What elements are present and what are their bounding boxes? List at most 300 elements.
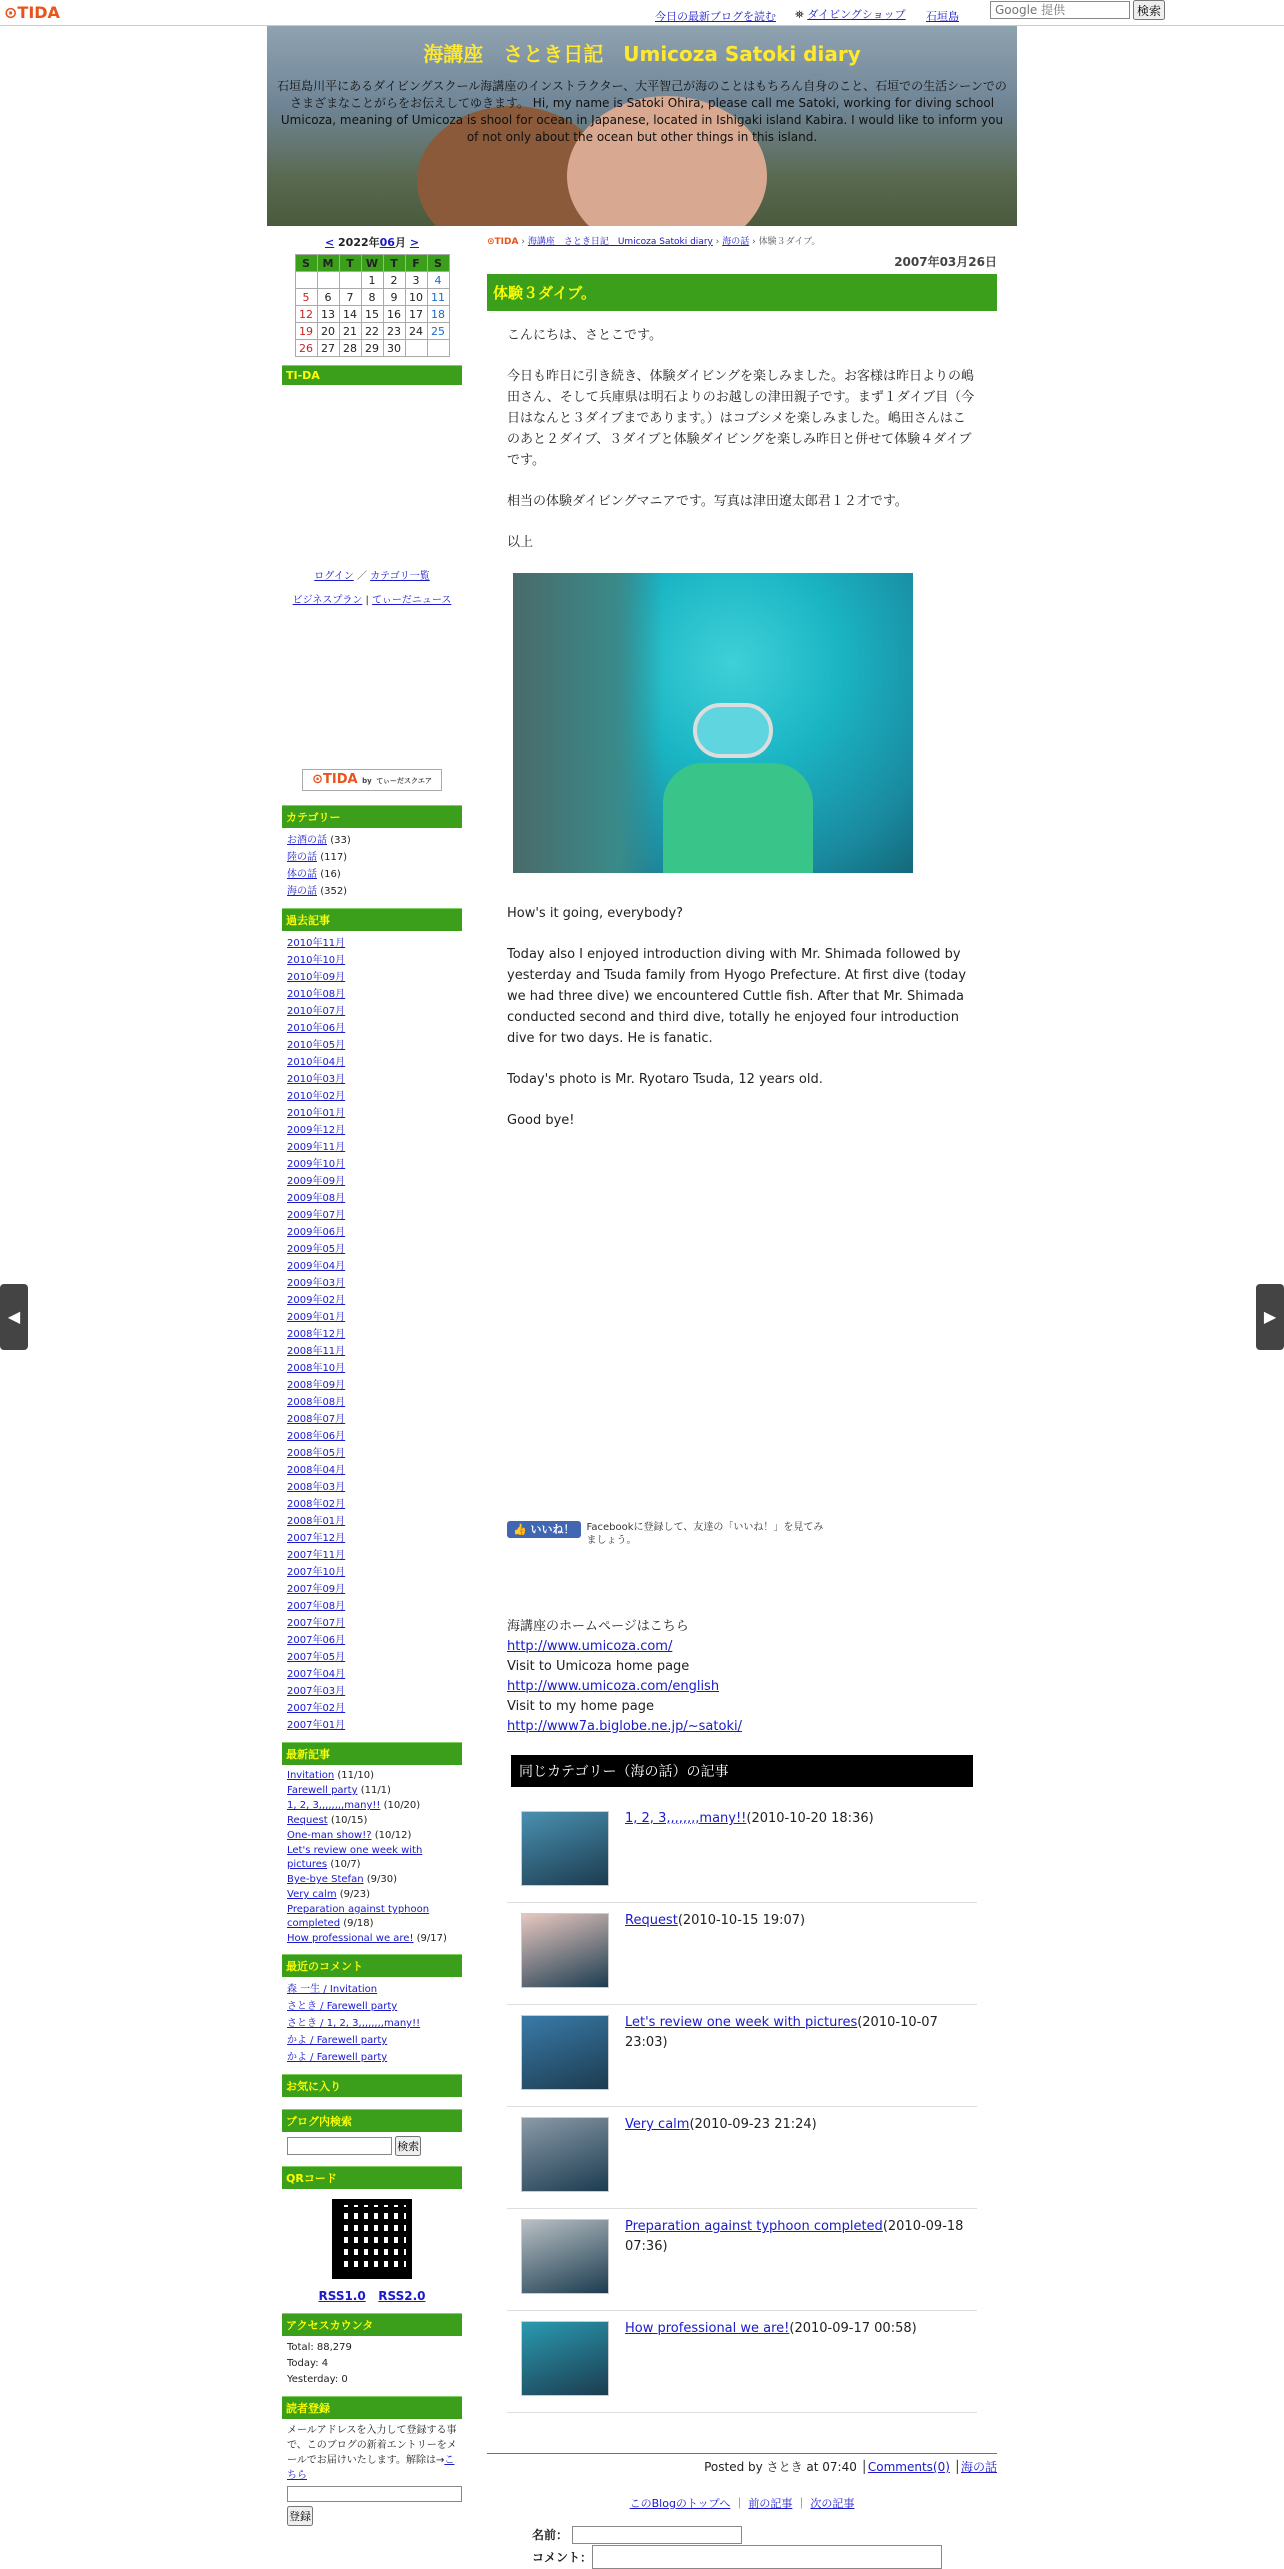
archive-month-link[interactable]: 2010年06月 [287,1023,346,1034]
category-link[interactable]: 海の話 [287,886,317,897]
right-arrow-icon: ▶ [1263,1307,1277,1326]
archive-month-link[interactable]: 2009年04月 [287,1261,346,1272]
post-category-link[interactable]: 海の話 [960,2460,997,2474]
homepage-link-row [507,1697,977,1717]
tida-ad-spacer [282,609,462,769]
post-paragraph: 相当の体験ダイビングマニアです。写真は津田遼太郎君１２才です。 [507,494,908,509]
list-item [287,1547,462,1564]
related-post-thumbnail[interactable] [521,2117,609,2192]
recent-post-date: (9/30) [366,1874,397,1885]
list-item [287,1003,462,1020]
favorites-spacer [282,2101,462,2109]
recent-comment-link[interactable]: さとき / Farewell party [287,2001,398,2012]
blog-search-form [282,2136,462,2156]
list-item [287,1683,462,1700]
list-item [287,1054,462,1071]
related-post-thumbnail[interactable] [521,1913,609,1988]
tida-logo-mark: ⊙ [4,3,18,22]
homepage-link-row [507,1617,977,1637]
calendar-day: 30 [383,340,405,357]
archive-month-link[interactable]: 2010年02月 [287,1091,346,1102]
recent-post-date: (11/10) [337,1770,374,1781]
list-item [287,1122,462,1139]
list-item [287,1275,462,1292]
list-item [287,1903,462,1931]
counter-yesterday: Yesterday: 0 [287,2374,348,2385]
archive-month-link[interactable]: 2010年07月 [287,1006,346,1017]
category-link[interactable]: お酒の話 [287,835,327,846]
archive-month-link[interactable]: 2007年03月 [287,1686,346,1697]
recent-post-link[interactable]: Very calm [287,1889,337,1900]
prev-arrow-button[interactable] [0,1284,28,1350]
calendar-header-day: M [317,255,339,272]
archive-month-link[interactable]: 2007年08月 [287,1601,346,1612]
archive-month-link[interactable]: 2008年08月 [287,1397,346,1408]
calendar-day: 12 [295,306,317,323]
counter-today: Today: 4 [287,2358,329,2369]
calendar-nav [282,234,462,250]
list-item [287,1784,462,1798]
comment-name-row [532,2525,997,2545]
unsubscribe-link[interactable]: こちら [287,2455,455,2481]
category-count: (33) [330,835,351,846]
calendar-day: 4 [427,272,449,289]
related-post-item [507,2209,977,2311]
list-item [287,986,462,1003]
recent-post-date: (11/1) [360,1785,391,1796]
comment-form [532,2525,997,2569]
calendar-prev-link[interactable]: < [324,236,335,249]
archive-month-link[interactable]: 2008年11月 [287,1346,346,1357]
list-item [287,1981,462,1998]
archive-month-link[interactable]: 2010年03月 [287,1074,346,1085]
list-item [287,1462,462,1479]
breadcrumb-logo-text: TIDA [494,237,519,247]
archive-month-link[interactable]: 2010年01月 [287,1108,346,1119]
rss-links [282,2289,462,2303]
post-paragraph: Today also I enjoyed introduction diving with Mr. Shimada followed by yesterday and Tsuda family from Hyogo Prefecture. At first dive (today we had three dive) we encountered Cuttle fish. After that Mr. Shimada conducted second and third dive, totally he enjoyed four introduction dive for two days. He is fanatic. [507,947,967,1046]
ishigaki-link[interactable]: 石垣島 [926,10,959,23]
calendar-day: 20 [317,323,339,340]
latest-blogs-link[interactable]: 今日の最新ブログを読む [655,10,776,23]
archive-month-link[interactable]: 2008年07月 [287,1414,346,1425]
related-post-thumbnail[interactable] [521,2219,609,2294]
recent-post-link[interactable]: Bye-bye Stefan [287,1874,364,1885]
diving-shop-link[interactable]: ダイビングショップ [807,8,906,21]
recent-post-link[interactable]: Let's review one week with pictures [287,1845,423,1870]
list-item [287,1496,462,1513]
login-link[interactable]: ログイン [314,571,354,582]
calendar-day: 10 [405,289,427,306]
calendar-header-day: T [339,255,361,272]
photo-coral [513,573,663,873]
related-post-item [507,2005,977,2107]
category-list-link[interactable]: カテゴリ一覧 [370,571,430,582]
list-item [287,1105,462,1122]
archive-month-link[interactable]: 2007年12月 [287,1533,346,1544]
calendar-header-day: F [405,255,427,272]
breadcrumb-category-link[interactable]: 海の話 [722,237,750,247]
subscribe-email-input[interactable] [287,2486,462,2502]
tida-logo-text: TIDA [17,3,60,22]
facebook-like-text: Facebookに登録して、友達の「いいね！」を見てみましょう。 [586,1522,824,1546]
calendar-day: 15 [361,306,383,323]
calendar-day [339,272,361,289]
calendar-day: 14 [339,306,361,323]
archive-month-link[interactable]: 2008年10月 [287,1363,346,1374]
list-item [287,1615,462,1632]
qr-heading: QRコード [282,2166,462,2189]
post-paragraph: 今日も昨日に引き続き、体験ダイビングを楽しみました。お客様は昨日よりの嶋田さん、そして兵庫県は明石よりのお越しの津田親子です。まず１ダイブ目（今日はなんと３ダイブまであります。）はコブシメを楽しみました。嶋田さんはこのあと２ダイブ、３ダイブと体験ダイビングを楽しみ昨日と併せて体験４ダイブです。 [507,369,975,468]
list-item [287,1632,462,1649]
homepage-url-link[interactable]: http://www.umicoza.com/ [507,1639,673,1654]
recent-post-link[interactable]: How professional we are! [287,1933,414,1944]
calendar-week [295,340,449,357]
blog-search-input[interactable] [287,2137,392,2155]
business-plan-link[interactable]: ビジネスプラン [292,595,363,606]
calendar-day: 24 [405,323,427,340]
related-post-thumbnail[interactable] [521,1811,609,1886]
list-item [287,1088,462,1105]
category-link[interactable]: 体の話 [287,869,317,880]
category-count: (352) [320,886,348,897]
calendar-day: 6 [317,289,339,306]
tida-badge-by: by [362,777,372,785]
recent-post-date: (10/12) [374,1830,412,1841]
archive-month-link[interactable]: 2008年04月 [287,1465,346,1476]
related-post-thumbnail[interactable] [521,2015,609,2090]
list-item [287,883,462,900]
post-paragraph: Good bye! [507,1113,575,1128]
rss1-link[interactable]: RSS1.0 [318,2289,366,2303]
archive-month-link[interactable]: 2007年02月 [287,1703,346,1714]
photo-diver-mask [693,703,773,758]
list-item [287,1207,462,1224]
archive-month-link[interactable]: 2010年09月 [287,972,346,983]
list-item [287,969,462,986]
tida-logo[interactable] [4,3,60,22]
top-bar [0,0,1284,26]
list-item [287,1814,462,1828]
comment-body-row [532,2545,997,2569]
list-item [287,1649,462,1666]
breadcrumb-logo[interactable]: ⊙TIDA [487,237,519,247]
calendar-day: 9 [383,289,405,306]
list-item [287,2049,462,2066]
calendar-day: 1 [361,272,383,289]
related-post-text [625,1911,975,1931]
next-post-link[interactable]: 次の記事 [810,2497,855,2510]
archive-month-link[interactable]: 2009年02月 [287,1295,346,1306]
calendar-day: 25 [427,323,449,340]
recent-post-link[interactable]: 1, 2, 3,,,,,,,,many!! [287,1800,381,1811]
list-item [287,2032,462,2049]
photo-diver-suit [663,763,813,873]
recent-post-date: (10/7) [330,1859,361,1870]
comment-name-label: 名前： [532,2528,569,2542]
recent-post-link[interactable]: Preparation against typhoon completed [287,1904,430,1929]
list-item [287,1411,462,1428]
list-item [287,1564,462,1581]
rss2-link[interactable]: RSS2.0 [378,2289,426,2303]
archive-month-link[interactable]: 2009年11月 [287,1142,346,1153]
calendar-day: 28 [339,340,361,357]
list-item [287,1190,462,1207]
blog-banner [267,26,1017,226]
blog-search-heading: ブログ内検索 [282,2109,462,2132]
recent-comment-link[interactable]: さとき / 1, 2, 3,,,,,,,,many!! [287,2018,421,2029]
homepage-link-row [507,1677,977,1697]
calendar-day: 16 [383,306,405,323]
list-item [287,1377,462,1394]
list-item [287,1343,462,1360]
calendar-day: 13 [317,306,339,323]
list-item [287,1513,462,1530]
recent-comment-link[interactable]: かよ / Farewell party [287,2035,388,2046]
facebook-like-button[interactable] [507,1521,581,1538]
calendar-week [295,323,449,340]
tida-news-link[interactable]: てぃーだニュース [372,595,452,606]
archive-month-link[interactable]: 2008年03月 [287,1482,346,1493]
archive-month-link[interactable]: 2007年07月 [287,1618,346,1629]
calendar-header-day: S [427,255,449,272]
facebook-like [487,1521,997,1547]
related-post-link[interactable]: Preparation against typhoon completed [625,2219,883,2234]
archive-month-link[interactable]: 2009年01月 [287,1312,346,1323]
related-post-link[interactable]: 1, 2, 3,,,,,,,,many!! [625,1811,747,1826]
tida-section-spacer [282,389,462,569]
list-item [287,1844,462,1872]
related-post-text [625,1809,975,1829]
calendar-day: 27 [317,340,339,357]
list-item [287,1428,462,1445]
homepage-links [487,1617,997,1737]
calendar-day [317,272,339,289]
related-post-link[interactable]: How professional we are! [625,2321,790,2336]
calendar-day [427,340,449,357]
archive-month-link[interactable]: 2009年07月 [287,1210,346,1221]
archive-month-link[interactable]: 2007年04月 [287,1669,346,1680]
archive-month-link[interactable]: 2008年12月 [287,1329,346,1340]
post-paragraph: こんにちは、さとこです。 [507,328,662,343]
facebook-like-label: いいね！ [530,1523,575,1536]
tida-badge[interactable] [302,769,442,791]
list-item [287,1258,462,1275]
calendar-day: 18 [427,306,449,323]
comment-body-input[interactable] [592,2545,942,2569]
recent-comment-link[interactable]: かよ / Farewell party [287,2052,388,2063]
tida-badge-sub: てぃーだスクエア [376,777,432,785]
access-counter-heading: アクセスカウンタ [282,2313,462,2336]
archive-month-link[interactable]: 2010年04月 [287,1057,346,1068]
nav-separator: ｜ [733,2497,745,2510]
list-item [287,1888,462,1902]
archive-month-link[interactable]: 2007年10月 [287,1567,346,1578]
list-item [287,1292,462,1309]
blog-search-button[interactable]: 検索 [395,2136,421,2156]
calendar-day: 23 [383,323,405,340]
post-footer: Posted by さとき at 07:40 │Comments(0) │海の話 [487,2453,997,2475]
calendar-day: 11 [427,289,449,306]
calendar-header-day: S [295,255,317,272]
comments-link[interactable]: Comments(0) [867,2460,950,2474]
archive-month-link[interactable]: 2010年11月 [287,938,346,949]
post-paragraph: 以上 [507,535,534,550]
breadcrumb-blog-link[interactable]: 海講座 さとき日記 Umicoza Satoki diary [527,237,713,247]
archive-list [282,935,462,1734]
comment-name-input[interactable] [572,2526,742,2544]
recent-comments-heading: 最近のコメント [282,1954,462,1977]
recent-post-link[interactable]: Farewell party [287,1785,358,1796]
recent-post-link[interactable]: One-man show!? [287,1830,372,1841]
archive-month-link[interactable]: 2009年08月 [287,1193,346,1204]
list-item [287,1479,462,1496]
list-item [287,1326,462,1343]
post-nav [487,2495,997,2511]
related-post-date: (2010-09-18 07:36) [625,2219,964,2254]
category-link[interactable]: 陸の話 [287,852,317,863]
homepage-link-caption: Visit to my home page [507,1699,654,1714]
list-item [287,1037,462,1054]
related-post-text [625,2319,975,2339]
post-spacer [487,1151,997,1521]
diving-shop-link-group [795,6,906,22]
list-item [287,1998,462,2015]
recent-post-link[interactable]: Request [287,1815,328,1826]
category-list [282,832,462,900]
calendar-day: 26 [295,340,317,357]
tida-badge-logo: TIDA [322,772,358,787]
blog-description: 石垣島川平にあるダイビングスクール海講座のインストラクター、大平智己が海のことはもちろん自身のこと、石垣での生活シーンでのさまざまなことがらをお伝えしてゆきます。 Hi, my name is Satoki Ohira, please call me Satoki, working for diving school Umicoza, meaning of Umicoza is shool for ocean in Japanese, located in Ishigaki island Kabira. I would like to inform you of not only about the ocean but other things in this island. [277,79,1007,144]
list-item [287,849,462,866]
homepage-link-caption: Visit to Umicoza home page [507,1659,690,1674]
archive-month-link[interactable]: 2007年06月 [287,1635,346,1646]
list-item [287,1700,462,1717]
list-item [287,1445,462,1462]
archive-month-link[interactable]: 2010年08月 [287,989,346,1000]
post-paragraph: Today's photo is Mr. Ryotaro Tsuda, 12 years old. [507,1072,823,1087]
list-item [287,1530,462,1547]
list-item [287,1071,462,1088]
list-item [287,1873,462,1887]
related-post-link[interactable]: Very calm [625,2117,690,2132]
counter-total: Total: 88,279 [287,2342,352,2353]
comment-body-label: コメント： [532,2550,593,2565]
archive-month-link[interactable]: 2008年05月 [287,1448,346,1459]
google-search-input[interactable] [990,1,1130,19]
tida-links-gap [282,585,462,593]
archive-month-link[interactable]: 2009年03月 [287,1278,346,1289]
shop-icon: ⛯ [795,8,804,21]
calendar-month-suffix: 月 [394,236,406,249]
related-post-link[interactable]: Let's review one week with pictures [625,2015,858,2030]
archive-month-link[interactable]: 2008年02月 [287,1499,346,1510]
list-item [287,952,462,969]
post-title: 体験３ダイブ。 [487,274,997,311]
list-item [287,1139,462,1156]
archive-month-link[interactable]: 2007年05月 [287,1652,346,1663]
breadcrumb-separator: › [521,237,525,247]
archive-month-link[interactable]: 2009年06月 [287,1227,346,1238]
archive-month-link[interactable]: 2009年10月 [287,1159,346,1170]
categories-heading: カテゴリー [282,805,462,828]
related-post-item [507,2107,977,2209]
calendar-day: 7 [339,289,361,306]
related-post-text [625,2013,975,2053]
list-item [287,1241,462,1258]
calendar-month-link[interactable]: 06 [379,236,395,249]
homepage-url-link[interactable]: http://www.umicoza.com/english [507,1679,720,1694]
related-post-date: (2010-09-23 21:24) [689,2117,817,2132]
blog-title[interactable]: 海講座 さとき日記 Umicoza Satoki diary [423,42,861,66]
list-item [287,1020,462,1037]
subscribe-text: メールアドレスを入力して登録する事で、このブログの新着エントリーをメールでお届けいたします。解除は→ [287,2425,457,2466]
archive-month-link[interactable]: 2009年05月 [287,1244,346,1255]
calendar-week [295,289,449,306]
calendar-day: 17 [405,306,427,323]
calendar-year: 2022年 [338,236,380,249]
recent-post-date: (9/18) [343,1918,374,1929]
archive-month-link[interactable]: 2007年11月 [287,1550,346,1561]
list-item [287,1394,462,1411]
archive-month-link[interactable]: 2008年09月 [287,1380,346,1391]
recent-comment-link[interactable]: 森 一生 / Invitation [287,1984,378,1995]
list-item [287,832,462,849]
recent-post-link[interactable]: Invitation [287,1770,335,1781]
archive-month-link[interactable]: 2009年09月 [287,1176,346,1187]
tida-section-heading: TI-DA [282,365,462,385]
archive-month-link[interactable]: 2007年09月 [287,1584,346,1595]
archive-month-link[interactable]: 2010年05月 [287,1040,346,1051]
archive-month-link[interactable]: 2007年01月 [287,1720,346,1731]
archive-month-link[interactable]: 2008年01月 [287,1516,346,1527]
subscribe-button[interactable]: 登録 [287,2506,313,2526]
calendar-next-link[interactable]: > [409,236,420,249]
tida-link-separator: ／ [356,571,367,582]
prev-post-link[interactable]: 前の記事 [748,2497,793,2510]
calendar-day: 5 [295,289,317,306]
tida-links: ログイン ／ カテゴリ一覧 ビジネスプラン | てぃーだニュース [282,569,462,609]
related-post-item [507,2311,977,2413]
homepage-url-link[interactable]: http://www7a.biglobe.ne.jp/~satoki/ [507,1719,742,1734]
nav-separator: ｜ [795,2497,807,2510]
sidebar [282,234,462,2526]
calendar-day: 2 [383,272,405,289]
related-post-date: (2010-10-07 23:03) [625,2015,938,2050]
calendar-week [295,272,449,289]
list-item [287,1581,462,1598]
google-search-button[interactable]: 検索 [1133,0,1165,20]
calendar-header-day: W [361,255,383,272]
list-item [287,1598,462,1615]
next-arrow-button[interactable] [1256,1284,1284,1350]
blog-top-link[interactable]: このBlogのトップへ [629,2497,731,2510]
breadcrumb [487,234,997,247]
subscribe-heading: 読者登録 [282,2396,462,2419]
related-post-thumbnail[interactable] [521,2321,609,2396]
post-date: 2007年03月26日 [894,255,997,269]
list-item [287,1799,462,1813]
calendar-day [295,272,317,289]
recent-post-date: (9/17) [416,1933,447,1944]
related-post-link[interactable]: Request [625,1913,678,1928]
archive-month-link[interactable]: 2008年06月 [287,1431,346,1442]
archive-month-link[interactable]: 2009年12月 [287,1125,346,1136]
archive-month-link[interactable]: 2010年10月 [287,955,346,966]
calendar-header-day: T [383,255,405,272]
calendar-day [405,340,427,357]
list-item [287,866,462,883]
